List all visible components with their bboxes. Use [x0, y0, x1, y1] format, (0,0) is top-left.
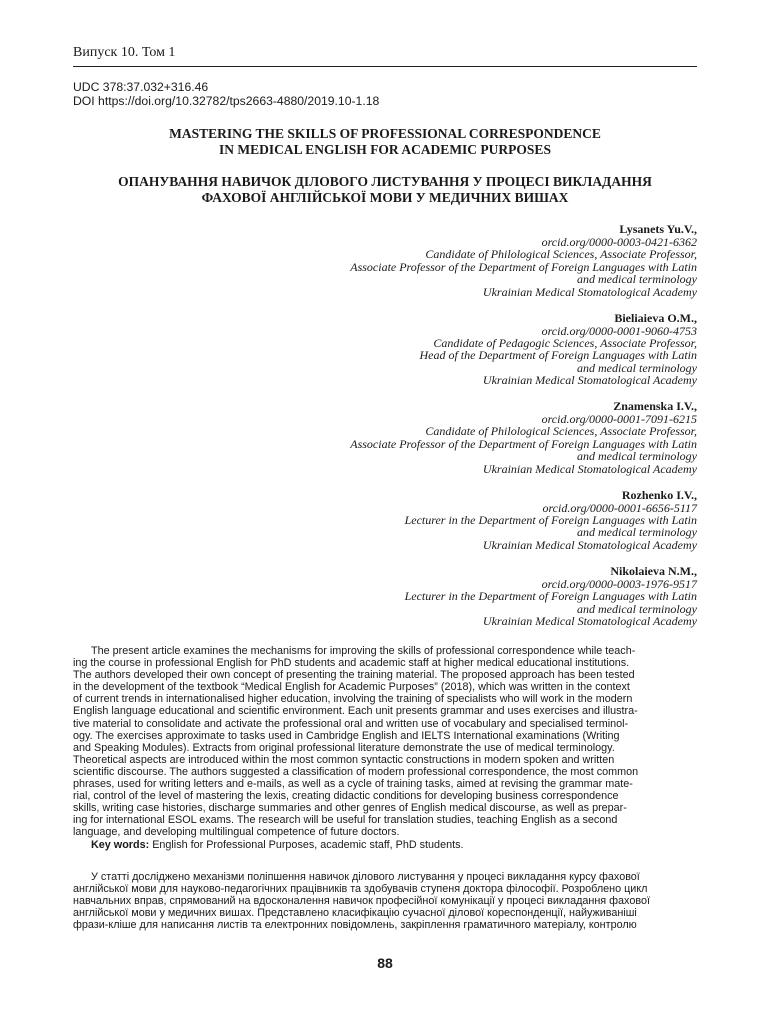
author-orcid[interactable]: orcid.org/0000-0001-6656-5117 [542, 500, 697, 515]
running-head: Випуск 10. Том 1 [73, 45, 176, 60]
ukrainian-line: англійської мови у медичних вишах. Представлено класифікацію сучасної ділової кореспонденції, найуживаніші [73, 907, 637, 920]
page-number: 88 [377, 955, 393, 971]
abstract-line: ing the course in professional English for PhD students and academic staff at higher medical educational institutions. [73, 657, 630, 670]
abstract-ukrainian [73, 871, 697, 931]
abstract-line: The authors developed their own concept of presenting the training material. The proposed approach has been tested [73, 669, 635, 682]
keywords-text: English for Professional Purposes, academic staff, PhD students. [149, 838, 464, 851]
abstract-english [73, 645, 697, 851]
abstract-line: scientific discourse. The authors suggested a classification of modern professional correspondence, the most common [73, 765, 639, 778]
header-rule [73, 66, 697, 67]
abstract-line: tive material to consolidate and activate the professional oral and written use of vocabulary and specialised terminol- [73, 717, 629, 730]
author-block [73, 312, 697, 387]
author-position: Lecturer in the Department of Foreign Languages with Latin [404, 513, 697, 527]
abstract-line: ing for international ESOL exams. The research will be useful for translation studies, teaching English as a second [73, 814, 618, 827]
author-name: Bieliaieva O.M., [614, 310, 697, 325]
author-orcid[interactable]: orcid.org/0000-0001-7091-6215 [541, 412, 697, 427]
author-affiliation: Ukrainian Medical Stomatological Academy [482, 284, 697, 299]
author-block [73, 489, 697, 552]
author-block [73, 565, 697, 628]
title-en-line: IN MEDICAL ENGLISH FOR ACADEMIC PURPOSES [219, 142, 551, 157]
abstract-line: skills, writing case histories, discharge summaries and other genres of English medical discourse, as well as prepar- [73, 802, 627, 815]
abstract-line: ogy. The exercises approximate to tasks used in Cambridge English and IELTS International examinations (Writing [73, 729, 620, 742]
author-name: Lysanets Yu.V., [619, 222, 697, 236]
author-affiliation: Ukrainian Medical Stomatological Academy [482, 373, 697, 388]
author-name: Znamenska I.V., [613, 399, 697, 414]
author-name: Rozhenko I.V., [621, 487, 697, 502]
abstract-line: language, and developing multilingual competence of future doctors. [73, 826, 400, 839]
abstract-line: and Speaking Modules). Extracts from original professional literature demonstrate the use of medical terminology. [73, 741, 615, 754]
abstract-line: Theoretical aspects are introduced within the most common syntactic constructions in modern spoken and written [73, 753, 615, 766]
abstract-line: phrases, used for writing letters and e-mails, as well as a cycle of training tasks, aimed at revising the grammar mate- [73, 778, 633, 791]
author-position: and medical terminology [577, 601, 697, 616]
author-position: Associate Professor of the Department of Foreign Languages with Latin [350, 436, 697, 451]
abstract-line: rial, control of the level of mastering the lexis, creating didactic conditions for developing business correspondence [73, 790, 619, 803]
author-position: and medical terminology [577, 449, 697, 464]
author-list [73, 223, 697, 641]
author-affiliation: Ukrainian Medical Stomatological Academy [482, 613, 697, 628]
abstract-line: in the development of the textbook “Medical English for Academic Purposes” (2018), which was written in the context [73, 681, 630, 694]
article-meta [73, 80, 379, 108]
author-position: Lecturer in the Department of Foreign Languages with Latin [404, 589, 697, 604]
keywords-label: Key words: [91, 838, 150, 851]
author-position: and medical terminology [577, 272, 697, 287]
author-orcid[interactable]: orcid.org/0000-0003-0421-6362 [541, 235, 697, 249]
author-degree: Candidate of Pedagogic Sciences, Associate Professor, [433, 335, 697, 350]
title-ukrainian [73, 174, 697, 206]
author-position: Head of the Department of Foreign Languages with Latin [419, 348, 697, 363]
abstract-line: The present article examines the mechanisms for improving the skills of professional correspondence while teach- [91, 645, 636, 657]
author-degree: Candidate of Philological Sciences, Associate Professor, [425, 247, 697, 262]
author-block [73, 400, 697, 475]
ukrainian-line: У статті досліджено механізми поліпшення навичок ділового листування у процесі викладання курсу фахової [91, 871, 640, 883]
author-position: Associate Professor of the Department of Foreign Languages with Latin [350, 259, 697, 274]
abstract-line: English language educational and scientific environment. Each unit presents grammar and uses exercises and illustra- [73, 705, 638, 718]
keywords-line [73, 839, 697, 851]
abstract-line: of current trends in internationalised higher education, involving the training of specialists who will work in the modern [73, 693, 633, 706]
ukrainian-line: навчальних вправ, спрямований на вдосконалення навичок професійної комунікації у процесі викладання фахової [73, 895, 650, 908]
ukrainian-line: англійської мови для науково-педагогічних працівників та здобувачів ступеня доктора філософії. Розроблено цикл [73, 883, 648, 896]
author-position: and medical terminology [577, 525, 697, 540]
author-orcid[interactable]: orcid.org/0000-0001-9060-4753 [541, 323, 697, 338]
title-uk-line: ФАХОВОЇ АНГЛІЙСЬКОЇ МОВИ У МЕДИЧНИХ ВИШАХ [201, 190, 569, 205]
title-english [73, 126, 697, 158]
author-name: Nikolaieva N.M., [610, 563, 697, 578]
author-orcid[interactable]: orcid.org/0000-0003-1976-9517 [541, 576, 697, 591]
title-uk-line: ОПАНУВАННЯ НАВИЧОК ДІЛОВОГО ЛИСТУВАННЯ У ПРОЦЕСІ ВИКЛАДАННЯ [118, 174, 652, 189]
title-en-line: MASTERING THE SKILLS OF PROFESSIONAL CORRESPONDENCE [169, 126, 601, 141]
doi-link[interactable]: DOI https://doi.org/10.32782/tps2663-4880/2019.10-1.18 [73, 94, 380, 108]
author-block [73, 223, 697, 298]
udc-code: UDC 378:37.032+316.46 [73, 80, 209, 94]
author-degree: Candidate of Philological Sciences, Associate Professor, [425, 424, 697, 439]
author-affiliation: Ukrainian Medical Stomatological Academy [482, 461, 697, 476]
author-position: and medical terminology [577, 360, 697, 375]
author-affiliation: Ukrainian Medical Stomatological Academy [482, 537, 697, 552]
ukrainian-line: фрази-кліше для написання листів та електронних повідомлень, закріплення граматичного матеріалу, контролю [73, 919, 637, 932]
